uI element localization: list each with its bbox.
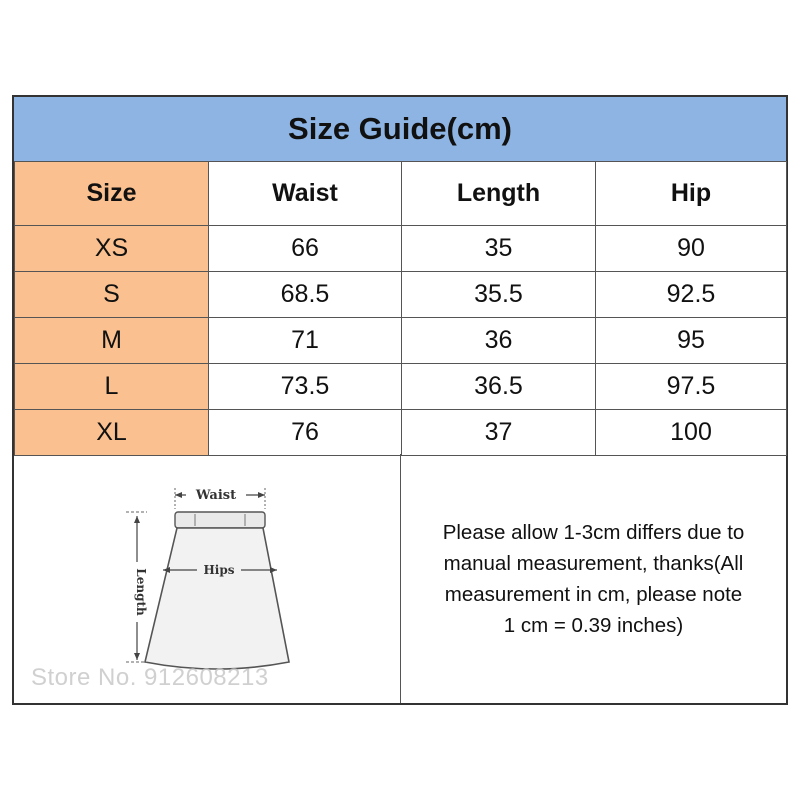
hip-cell: 97.5 bbox=[596, 364, 787, 410]
table-row bbox=[15, 364, 787, 410]
size-cell: M bbox=[15, 318, 209, 364]
length-cell: 35 bbox=[402, 226, 596, 272]
hip-cell: 90 bbox=[596, 226, 787, 272]
header-waist: Waist bbox=[209, 162, 402, 226]
table-row bbox=[15, 318, 787, 364]
waist-cell: 76 bbox=[209, 410, 402, 456]
table-row bbox=[15, 272, 787, 318]
hip-cell: 92.5 bbox=[596, 272, 787, 318]
hip-cell: 95 bbox=[596, 318, 787, 364]
store-watermark: Store No. 912608213 bbox=[31, 664, 269, 691]
size-cell: XS bbox=[15, 226, 209, 272]
length-cell: 37 bbox=[402, 410, 596, 456]
length-label: Length bbox=[134, 568, 148, 616]
note-line: measurement in cm, please note bbox=[444, 582, 743, 606]
length-cell: 36 bbox=[402, 318, 596, 364]
measurement-diagram-cell bbox=[14, 454, 401, 703]
waist-cell: 71 bbox=[209, 318, 402, 364]
hip-cell: 100 bbox=[596, 410, 787, 456]
note-line: 1 cm = 0.39 inches) bbox=[503, 613, 684, 637]
header-size: Size bbox=[15, 162, 209, 226]
size-guide-title: Size Guide(cm) bbox=[14, 97, 786, 162]
waist-cell: 66 bbox=[209, 226, 402, 272]
waist-cell: 73.5 bbox=[209, 364, 402, 410]
table-row bbox=[15, 410, 787, 456]
size-cell: L bbox=[15, 364, 209, 410]
length-cell: 35.5 bbox=[402, 272, 596, 318]
skirt-measurement-diagram bbox=[99, 462, 299, 692]
size-guide bbox=[12, 95, 788, 705]
size-table bbox=[14, 161, 787, 456]
measurement-note bbox=[401, 454, 786, 703]
table-header-row bbox=[15, 162, 787, 226]
table-row bbox=[15, 226, 787, 272]
size-cell: XL bbox=[15, 410, 209, 456]
header-length: Length bbox=[402, 162, 596, 226]
waist-label: Waist bbox=[195, 488, 237, 503]
hips-label: Hips bbox=[203, 563, 235, 577]
size-cell: S bbox=[15, 272, 209, 318]
guide-footer bbox=[14, 454, 786, 703]
length-cell: 36.5 bbox=[402, 364, 596, 410]
header-hip: Hip bbox=[596, 162, 787, 226]
waist-cell: 68.5 bbox=[209, 272, 402, 318]
note-line: manual measurement, thanks(All bbox=[443, 551, 744, 575]
note-line: Please allow 1-3cm differs due to bbox=[442, 520, 745, 544]
